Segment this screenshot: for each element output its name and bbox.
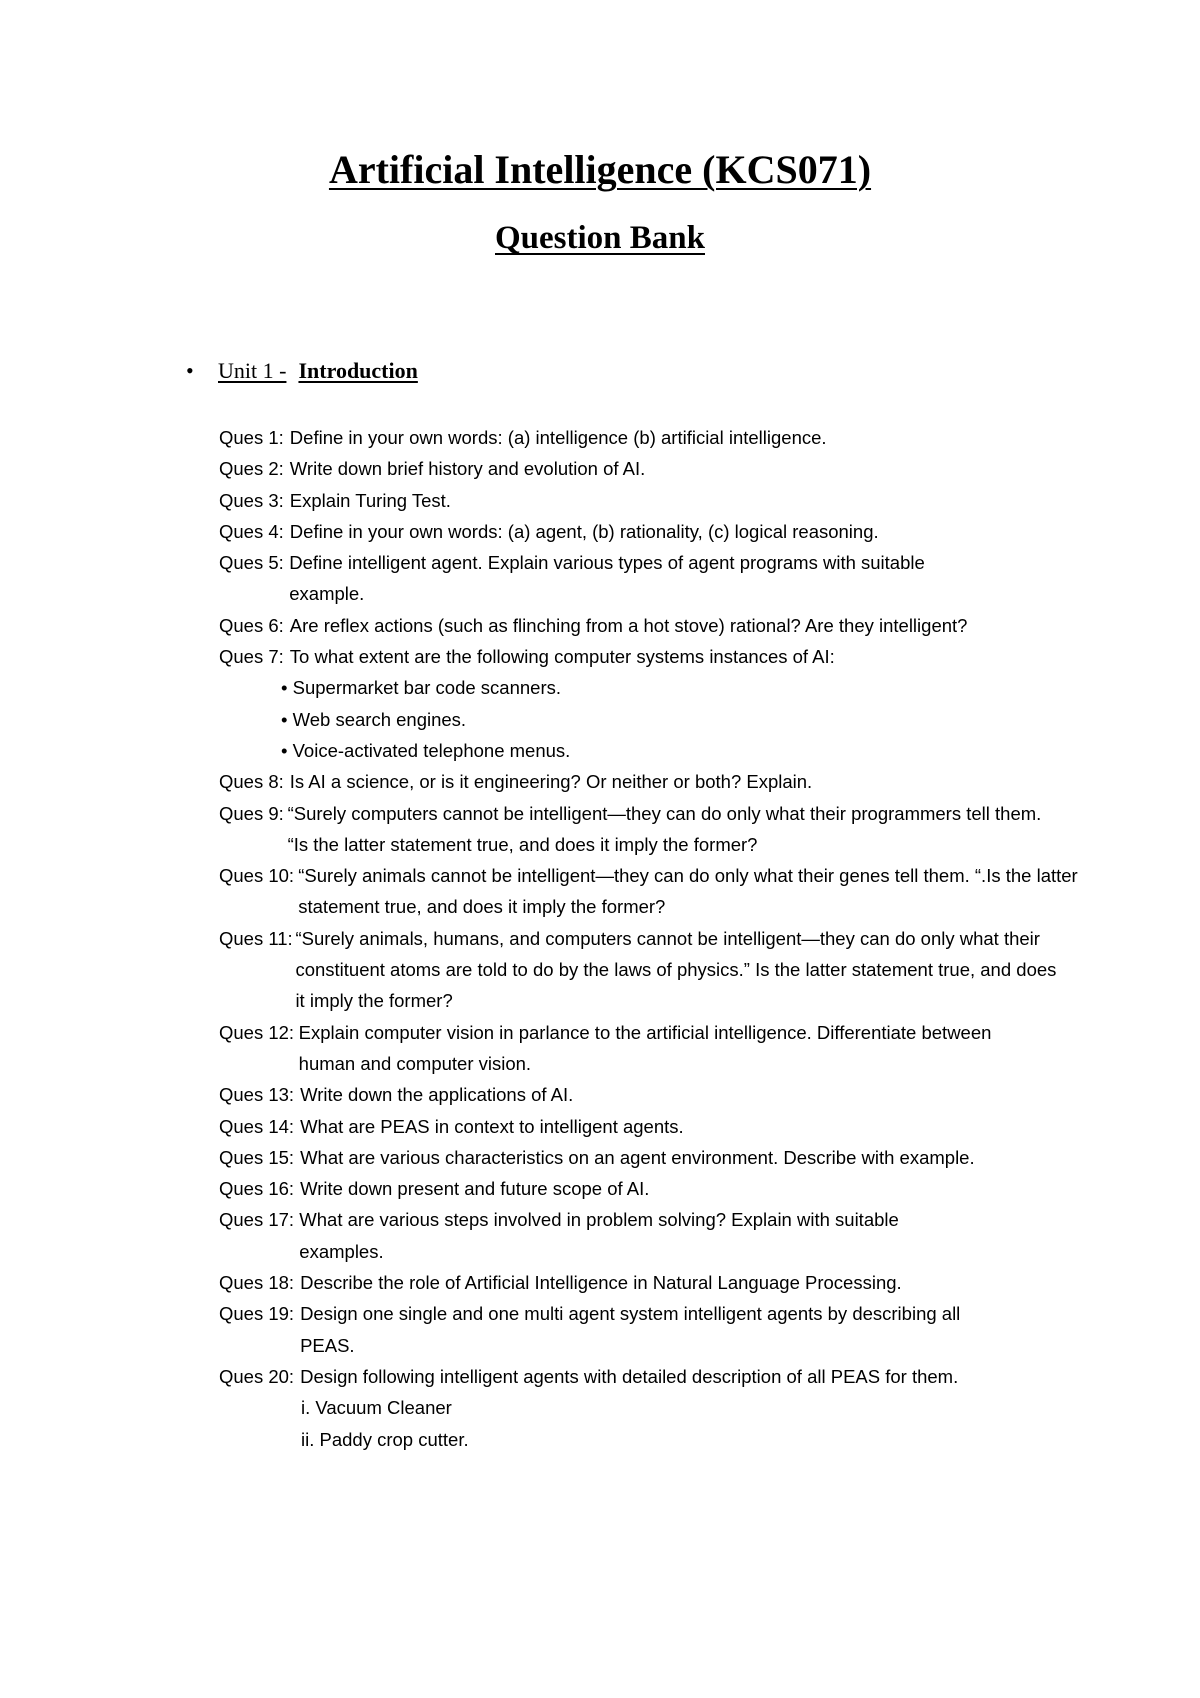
question-label: Ques 5: bbox=[219, 552, 284, 574]
question-text: “Surely animals cannot be intelligent—they can do only what their genes tell them. “.Is the latter statement true, and does it imply the former? bbox=[298, 865, 1078, 918]
question-label: Ques 12: bbox=[219, 1021, 295, 1043]
question-text: Design following intelligent agents with detailed description of all PEAS for them. bbox=[300, 1365, 959, 1387]
question-text: Design one single and one multi agent system intelligent agents by describing all PEAS. bbox=[300, 1303, 961, 1356]
unit-heading bbox=[186, 358, 418, 384]
question-text: Define in your own words: (a) intelligence (b) artificial intelligence. bbox=[289, 427, 827, 448]
question-label: Ques 4: bbox=[219, 520, 284, 542]
unit-label: Unit 1 - bbox=[218, 358, 287, 383]
question-7 bbox=[219, 641, 1099, 672]
list-item: • Voice-activated telephone menus. bbox=[281, 739, 571, 761]
question-18 bbox=[219, 1267, 1099, 1298]
question-19 bbox=[219, 1298, 1099, 1361]
question-label: Ques 8: bbox=[219, 771, 284, 793]
question-text: Is AI a science, or is it engineering? Or neither or both? Explain. bbox=[289, 771, 813, 793]
question-20 bbox=[219, 1361, 1099, 1392]
question-text: Write down present and future scope of AI. bbox=[300, 1178, 650, 1200]
question-text: Explain Turing Test. bbox=[289, 489, 451, 511]
question-text: Write down brief history and evolution of AI. bbox=[289, 458, 646, 480]
question-label: Ques 19: bbox=[219, 1303, 295, 1325]
question-list bbox=[219, 422, 1099, 1455]
question-label: Ques 9: bbox=[219, 802, 284, 824]
question-label: Ques 11: bbox=[219, 927, 293, 949]
q7-sublist bbox=[219, 672, 1099, 766]
question-text: What are PEAS in context to intelligent agents. bbox=[300, 1115, 684, 1137]
question-text: Define in your own words: (a) agent, (b) rationality, (c) logical reasoning. bbox=[289, 520, 879, 542]
question-16 bbox=[219, 1173, 1099, 1204]
list-item: i. Vacuum Cleaner bbox=[301, 1397, 452, 1419]
list-item: ii. Paddy crop cutter. bbox=[301, 1428, 469, 1450]
question-2 bbox=[219, 453, 1099, 484]
bullet-icon: • bbox=[186, 358, 194, 383]
question-label: Ques 18: bbox=[219, 1272, 295, 1294]
question-text: To what extent are the following computer systems instances of AI: bbox=[289, 646, 835, 668]
question-label: Ques 15: bbox=[219, 1146, 295, 1168]
question-12 bbox=[219, 1017, 1099, 1080]
list-item: • Supermarket bar code scanners. bbox=[281, 677, 562, 699]
question-text: Describe the role of Artificial Intelligence in Natural Language Processing. bbox=[300, 1272, 902, 1294]
question-text: “Surely animals, humans, and computers cannot be intelligent—they can do only what their constituent atoms are told to do by the laws of physics.” Is the latter statement true, and does it imply the former? bbox=[295, 927, 1057, 1012]
question-6 bbox=[219, 610, 1099, 641]
document-title: Artificial Intelligence (KCS071) bbox=[328, 147, 872, 192]
question-15 bbox=[219, 1142, 1099, 1173]
question-label: Ques 16: bbox=[219, 1178, 295, 1200]
question-17 bbox=[219, 1204, 1099, 1267]
question-label: Ques 7: bbox=[219, 646, 284, 668]
question-text: “Surely computers cannot be intelligent—they can do only what their programmers tell them. “Is the latter statement true, and does it imply the former? bbox=[287, 802, 1042, 855]
question-text: Write down the applications of AI. bbox=[300, 1084, 574, 1106]
unit-name: Introduction bbox=[298, 358, 418, 383]
question-label: Ques 3: bbox=[219, 489, 284, 511]
question-label: Ques 20: bbox=[219, 1365, 295, 1387]
question-13 bbox=[219, 1079, 1099, 1110]
question-label: Ques 14: bbox=[219, 1115, 295, 1137]
question-9 bbox=[219, 798, 1099, 861]
question-text: What are various characteristics on an agent environment. Describe with example. bbox=[300, 1146, 975, 1168]
question-label: Ques 17: bbox=[219, 1209, 295, 1231]
question-8 bbox=[219, 766, 1099, 797]
question-5 bbox=[219, 547, 1099, 610]
question-11 bbox=[219, 923, 1099, 1017]
q20-sublist bbox=[219, 1392, 1099, 1455]
question-text: Explain computer vision in parlance to the artificial intelligence. Differentiate between human and computer vision. bbox=[298, 1021, 992, 1074]
question-3 bbox=[219, 485, 1099, 516]
question-label: Ques 2: bbox=[219, 458, 284, 480]
question-14 bbox=[219, 1111, 1099, 1142]
question-4 bbox=[219, 516, 1099, 547]
document-subtitle: Question Bank bbox=[495, 220, 705, 256]
question-text: Are reflex actions (such as flinching from a hot stove) rational? Are they intelligent? bbox=[289, 614, 968, 636]
question-label: Ques 10: bbox=[219, 865, 295, 887]
list-item: • Web search engines. bbox=[281, 708, 467, 730]
question-text: What are various steps involved in problem solving? Explain with suitable examples. bbox=[299, 1209, 899, 1262]
question-text: Define intelligent agent. Explain various types of agent programs with suitable example. bbox=[289, 552, 925, 605]
question-label: Ques 1: bbox=[219, 427, 284, 448]
question-10 bbox=[219, 860, 1099, 923]
question-1 bbox=[219, 422, 1099, 453]
question-label: Ques 6: bbox=[219, 614, 284, 636]
question-label: Ques 13: bbox=[219, 1084, 295, 1106]
